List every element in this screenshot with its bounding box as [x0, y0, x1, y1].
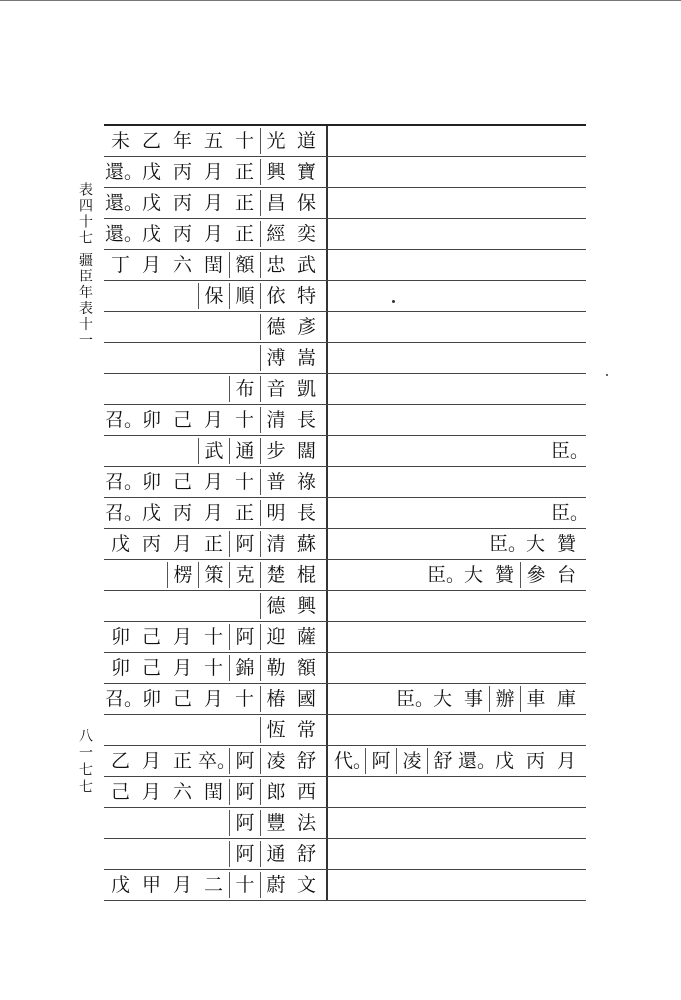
character: 己 [172, 409, 192, 431]
post-note-cell [330, 312, 582, 342]
character: 正 [172, 750, 192, 772]
character: 大 [432, 688, 452, 710]
character: 十 [234, 688, 254, 710]
table-row [104, 622, 586, 653]
character: 己 [110, 781, 130, 803]
official-entry-cell [104, 777, 322, 807]
character: 丙 [172, 161, 192, 183]
character: 丙 [525, 750, 545, 772]
column-divider [326, 653, 328, 684]
official-entry-cell [104, 715, 322, 745]
character: 正 [234, 192, 254, 214]
character: 普 [260, 469, 291, 495]
column-divider [326, 250, 328, 281]
character: 卯 [141, 409, 161, 431]
official-entry-cell [104, 560, 322, 590]
post-note-cell [330, 560, 582, 590]
character: 道 [296, 130, 316, 152]
character: 六 [172, 781, 192, 803]
table-row [104, 715, 586, 746]
print-speck [606, 374, 608, 376]
table-row [104, 746, 586, 777]
column-divider [326, 498, 328, 529]
column-divider [326, 870, 328, 901]
character: 策 [198, 562, 229, 588]
post-note-cell [330, 343, 582, 373]
character: 闊 [296, 440, 316, 462]
column-divider [326, 777, 328, 808]
official-entry-cell [104, 188, 322, 218]
character: 嵩 [296, 347, 316, 369]
official-entry-cell [104, 157, 322, 187]
character: 德 [260, 593, 291, 619]
character: 己 [172, 688, 192, 710]
column-divider [326, 312, 328, 343]
official-entry-cell [104, 250, 322, 280]
character: 郎 [260, 779, 291, 805]
character: 卯 [141, 688, 161, 710]
character: 月 [141, 781, 161, 803]
character: 參 [520, 562, 551, 588]
post-note-cell [330, 126, 582, 156]
character: 臣。 [427, 564, 466, 586]
character: 月 [203, 471, 223, 493]
character: 十 [234, 471, 254, 493]
character: 丙 [172, 502, 192, 524]
character: 年 [172, 130, 192, 152]
character: 奕 [296, 223, 316, 245]
character: 正 [234, 502, 254, 524]
character: 卯 [141, 471, 161, 493]
character: 丙 [172, 192, 192, 214]
character: 月 [203, 161, 223, 183]
character: 月 [203, 192, 223, 214]
character: 二 [203, 874, 223, 896]
character: 常 [296, 719, 316, 741]
column-divider [326, 746, 328, 777]
character: 卯 [110, 626, 130, 648]
character: 月 [203, 223, 223, 245]
character: 恆 [260, 717, 291, 743]
post-note-cell [330, 219, 582, 249]
table-row [104, 808, 586, 839]
table-row [104, 684, 586, 715]
character: 錦 [229, 655, 260, 681]
character: 長 [296, 409, 316, 431]
character: 戊 [141, 192, 161, 214]
column-divider [326, 219, 328, 250]
character: 保 [198, 283, 229, 309]
character: 豐 [260, 810, 291, 836]
character: 己 [141, 657, 161, 679]
character: 未 [110, 130, 130, 152]
table-row [104, 312, 586, 343]
character: 月 [172, 874, 192, 896]
post-note-cell [330, 777, 582, 807]
character: 丁 [110, 254, 130, 276]
character: 月 [172, 533, 192, 555]
column-divider [326, 436, 328, 467]
character: 月 [141, 750, 161, 772]
character: 步 [260, 438, 291, 464]
table-row [104, 560, 586, 591]
table-row [104, 467, 586, 498]
character: 月 [556, 750, 576, 772]
table-row [104, 777, 586, 808]
character: 贊 [556, 533, 576, 555]
print-speck [392, 300, 395, 303]
post-note-cell [330, 653, 582, 683]
column-divider [326, 467, 328, 498]
character: 布 [229, 376, 260, 402]
column-divider [326, 839, 328, 870]
official-entry-cell [104, 126, 322, 156]
column-divider [326, 808, 328, 839]
character: 月 [203, 409, 223, 431]
character: 正 [234, 223, 254, 245]
table-row [104, 653, 586, 684]
character: 戊 [494, 750, 514, 772]
character: 月 [203, 502, 223, 524]
character: 己 [172, 471, 192, 493]
official-entry-cell [104, 746, 322, 776]
character: 法 [296, 812, 316, 834]
column-divider [326, 591, 328, 622]
official-entry-cell [104, 343, 322, 373]
table-row [104, 529, 586, 560]
character: 辦 [489, 686, 520, 712]
post-note-cell [330, 684, 582, 714]
column-divider [326, 529, 328, 560]
character: 臣。 [396, 688, 435, 710]
character: 阿 [229, 810, 260, 836]
character: 勒 [260, 655, 291, 681]
column-divider [326, 281, 328, 312]
post-note-cell [330, 591, 582, 621]
table-row [104, 188, 586, 219]
character: 召。 [105, 502, 144, 524]
character: 十 [203, 626, 223, 648]
official-entry-cell [104, 591, 322, 621]
character: 十 [203, 657, 223, 679]
post-note-cell [330, 467, 582, 497]
character: 順 [229, 283, 260, 309]
character: 長 [296, 502, 316, 524]
character: 月 [141, 254, 161, 276]
post-note-cell [330, 250, 582, 280]
character: 通 [260, 841, 291, 867]
character: 阿 [229, 779, 260, 805]
character: 克 [229, 562, 260, 588]
character: 卒。 [198, 750, 237, 772]
character: 月 [203, 688, 223, 710]
post-note-cell [330, 529, 582, 559]
column-divider [326, 622, 328, 653]
character: 興 [260, 159, 291, 185]
post-note-cell [330, 622, 582, 652]
character: 召。 [105, 471, 144, 493]
character: 明 [260, 500, 291, 526]
character: 丙 [141, 533, 161, 555]
character: 凌 [396, 748, 427, 774]
official-entry-cell [104, 281, 322, 311]
margin-page-number: 八一七七 [77, 728, 93, 796]
character: 戊 [141, 223, 161, 245]
character: 武 [296, 254, 316, 276]
official-entry-cell [104, 498, 322, 528]
character: 大 [525, 533, 545, 555]
character: 戊 [141, 502, 161, 524]
official-entry-cell [104, 529, 322, 559]
table-row [104, 436, 590, 467]
character: 丙 [172, 223, 192, 245]
character: 台 [556, 564, 576, 586]
character: 經 [260, 221, 291, 247]
character: 楚 [260, 562, 291, 588]
post-note-cell [330, 157, 582, 187]
character: 薩 [296, 626, 316, 648]
post-note-cell [330, 405, 582, 435]
official-entry-cell [104, 467, 322, 497]
character: 保 [296, 192, 316, 214]
character: 凌 [260, 748, 291, 774]
character: 興 [296, 595, 316, 617]
column-divider [326, 188, 328, 219]
character: 召。 [105, 409, 144, 431]
official-entry-cell [104, 312, 322, 342]
character: 正 [203, 533, 223, 555]
post-note-cell [330, 436, 590, 466]
character: 棍 [296, 564, 316, 586]
character: 椿 [260, 686, 291, 712]
character: 還。 [105, 192, 144, 214]
character: 彥 [296, 316, 316, 338]
table-row [104, 870, 586, 901]
table-row [104, 498, 590, 529]
character: 迎 [260, 624, 291, 650]
character: 舒 [427, 748, 458, 774]
character: 蔚 [260, 872, 291, 898]
official-entry-cell [104, 808, 322, 838]
character: 乙 [110, 750, 130, 772]
official-entry-cell [104, 436, 322, 466]
character: 車 [520, 686, 551, 712]
character: 贊 [494, 564, 514, 586]
post-note-cell [330, 839, 582, 869]
character: 舒 [296, 750, 316, 772]
character: 臣。 [489, 533, 528, 555]
post-note-cell [330, 808, 582, 838]
character: 昌 [260, 190, 291, 216]
character: 戊 [141, 161, 161, 183]
character: 卯 [110, 657, 130, 679]
character: 阿 [229, 531, 260, 557]
post-note-cell [330, 188, 582, 218]
character: 月 [172, 626, 192, 648]
character: 溥 [260, 345, 291, 371]
row-rule [104, 900, 586, 901]
margin-running-title: 表四十七 疆臣年表十一 [77, 182, 93, 349]
character: 額 [296, 657, 316, 679]
column-divider [326, 374, 328, 405]
character: 國 [296, 688, 316, 710]
post-note-cell [330, 281, 582, 311]
character: 武 [198, 438, 229, 464]
character: 六 [172, 254, 192, 276]
character: 臣。 [551, 502, 590, 524]
column-divider [326, 343, 328, 374]
post-note-cell [330, 870, 582, 900]
character: 德 [260, 314, 291, 340]
column-divider [326, 715, 328, 746]
character: 月 [172, 657, 192, 679]
character: 西 [296, 781, 316, 803]
official-entry-cell [104, 870, 322, 900]
table-row [104, 405, 586, 436]
character: 楞 [167, 562, 198, 588]
table-row [104, 157, 586, 188]
column-divider [326, 157, 328, 188]
official-entry-cell [104, 374, 322, 404]
official-entry-cell [104, 653, 322, 683]
character: 代。 [334, 750, 373, 772]
character: 依 [260, 283, 291, 309]
character: 正 [234, 161, 254, 183]
character: 十 [234, 409, 254, 431]
character: 己 [141, 626, 161, 648]
character: 臣。 [551, 440, 590, 462]
column-divider [326, 405, 328, 436]
post-note-cell [330, 498, 590, 528]
character: 清 [260, 407, 291, 433]
character: 阿 [229, 748, 260, 774]
character: 十 [229, 872, 260, 898]
character: 清 [260, 531, 291, 557]
official-entry-cell [104, 839, 322, 869]
table-row [104, 374, 586, 405]
character: 凱 [296, 378, 316, 400]
character: 音 [260, 376, 291, 402]
character: 五 [203, 130, 223, 152]
table-row [104, 281, 586, 312]
column-divider [326, 560, 328, 591]
official-entry-cell [104, 405, 322, 435]
table-row [104, 126, 586, 157]
table-row [104, 219, 586, 250]
character: 阿 [229, 841, 260, 867]
character: 還。 [458, 750, 497, 772]
character: 忠 [260, 252, 291, 278]
character: 寶 [296, 161, 316, 183]
character: 戊 [110, 533, 130, 555]
official-entry-cell [104, 684, 322, 714]
post-note-cell [330, 715, 582, 745]
character: 文 [296, 874, 316, 896]
character: 阿 [365, 748, 396, 774]
character: 特 [296, 285, 316, 307]
character: 通 [229, 438, 260, 464]
character: 召。 [105, 688, 144, 710]
post-note-cell [330, 746, 582, 776]
character: 甲 [141, 874, 161, 896]
table-row [104, 343, 586, 374]
character: 阿 [229, 624, 260, 650]
character: 閏 [203, 781, 223, 803]
character: 戊 [110, 874, 130, 896]
character: 乙 [141, 130, 161, 152]
character: 額 [229, 252, 260, 278]
character: 還。 [105, 223, 144, 245]
official-entry-cell [104, 219, 322, 249]
post-note-cell [330, 374, 582, 404]
official-entry-cell [104, 622, 322, 652]
character: 事 [463, 688, 483, 710]
table-row [104, 591, 586, 622]
table-row [104, 839, 586, 870]
page-top-border [0, 0, 681, 1]
character: 閏 [203, 254, 223, 276]
character: 光 [260, 128, 291, 154]
table-row [104, 250, 586, 281]
character: 還。 [105, 161, 144, 183]
character: 蘇 [296, 533, 316, 555]
column-divider [326, 684, 328, 715]
column-divider [326, 126, 328, 157]
character: 大 [463, 564, 483, 586]
character: 舒 [296, 843, 316, 865]
character: 庫 [556, 688, 576, 710]
character: 祿 [296, 471, 316, 493]
character: 十 [234, 130, 254, 152]
